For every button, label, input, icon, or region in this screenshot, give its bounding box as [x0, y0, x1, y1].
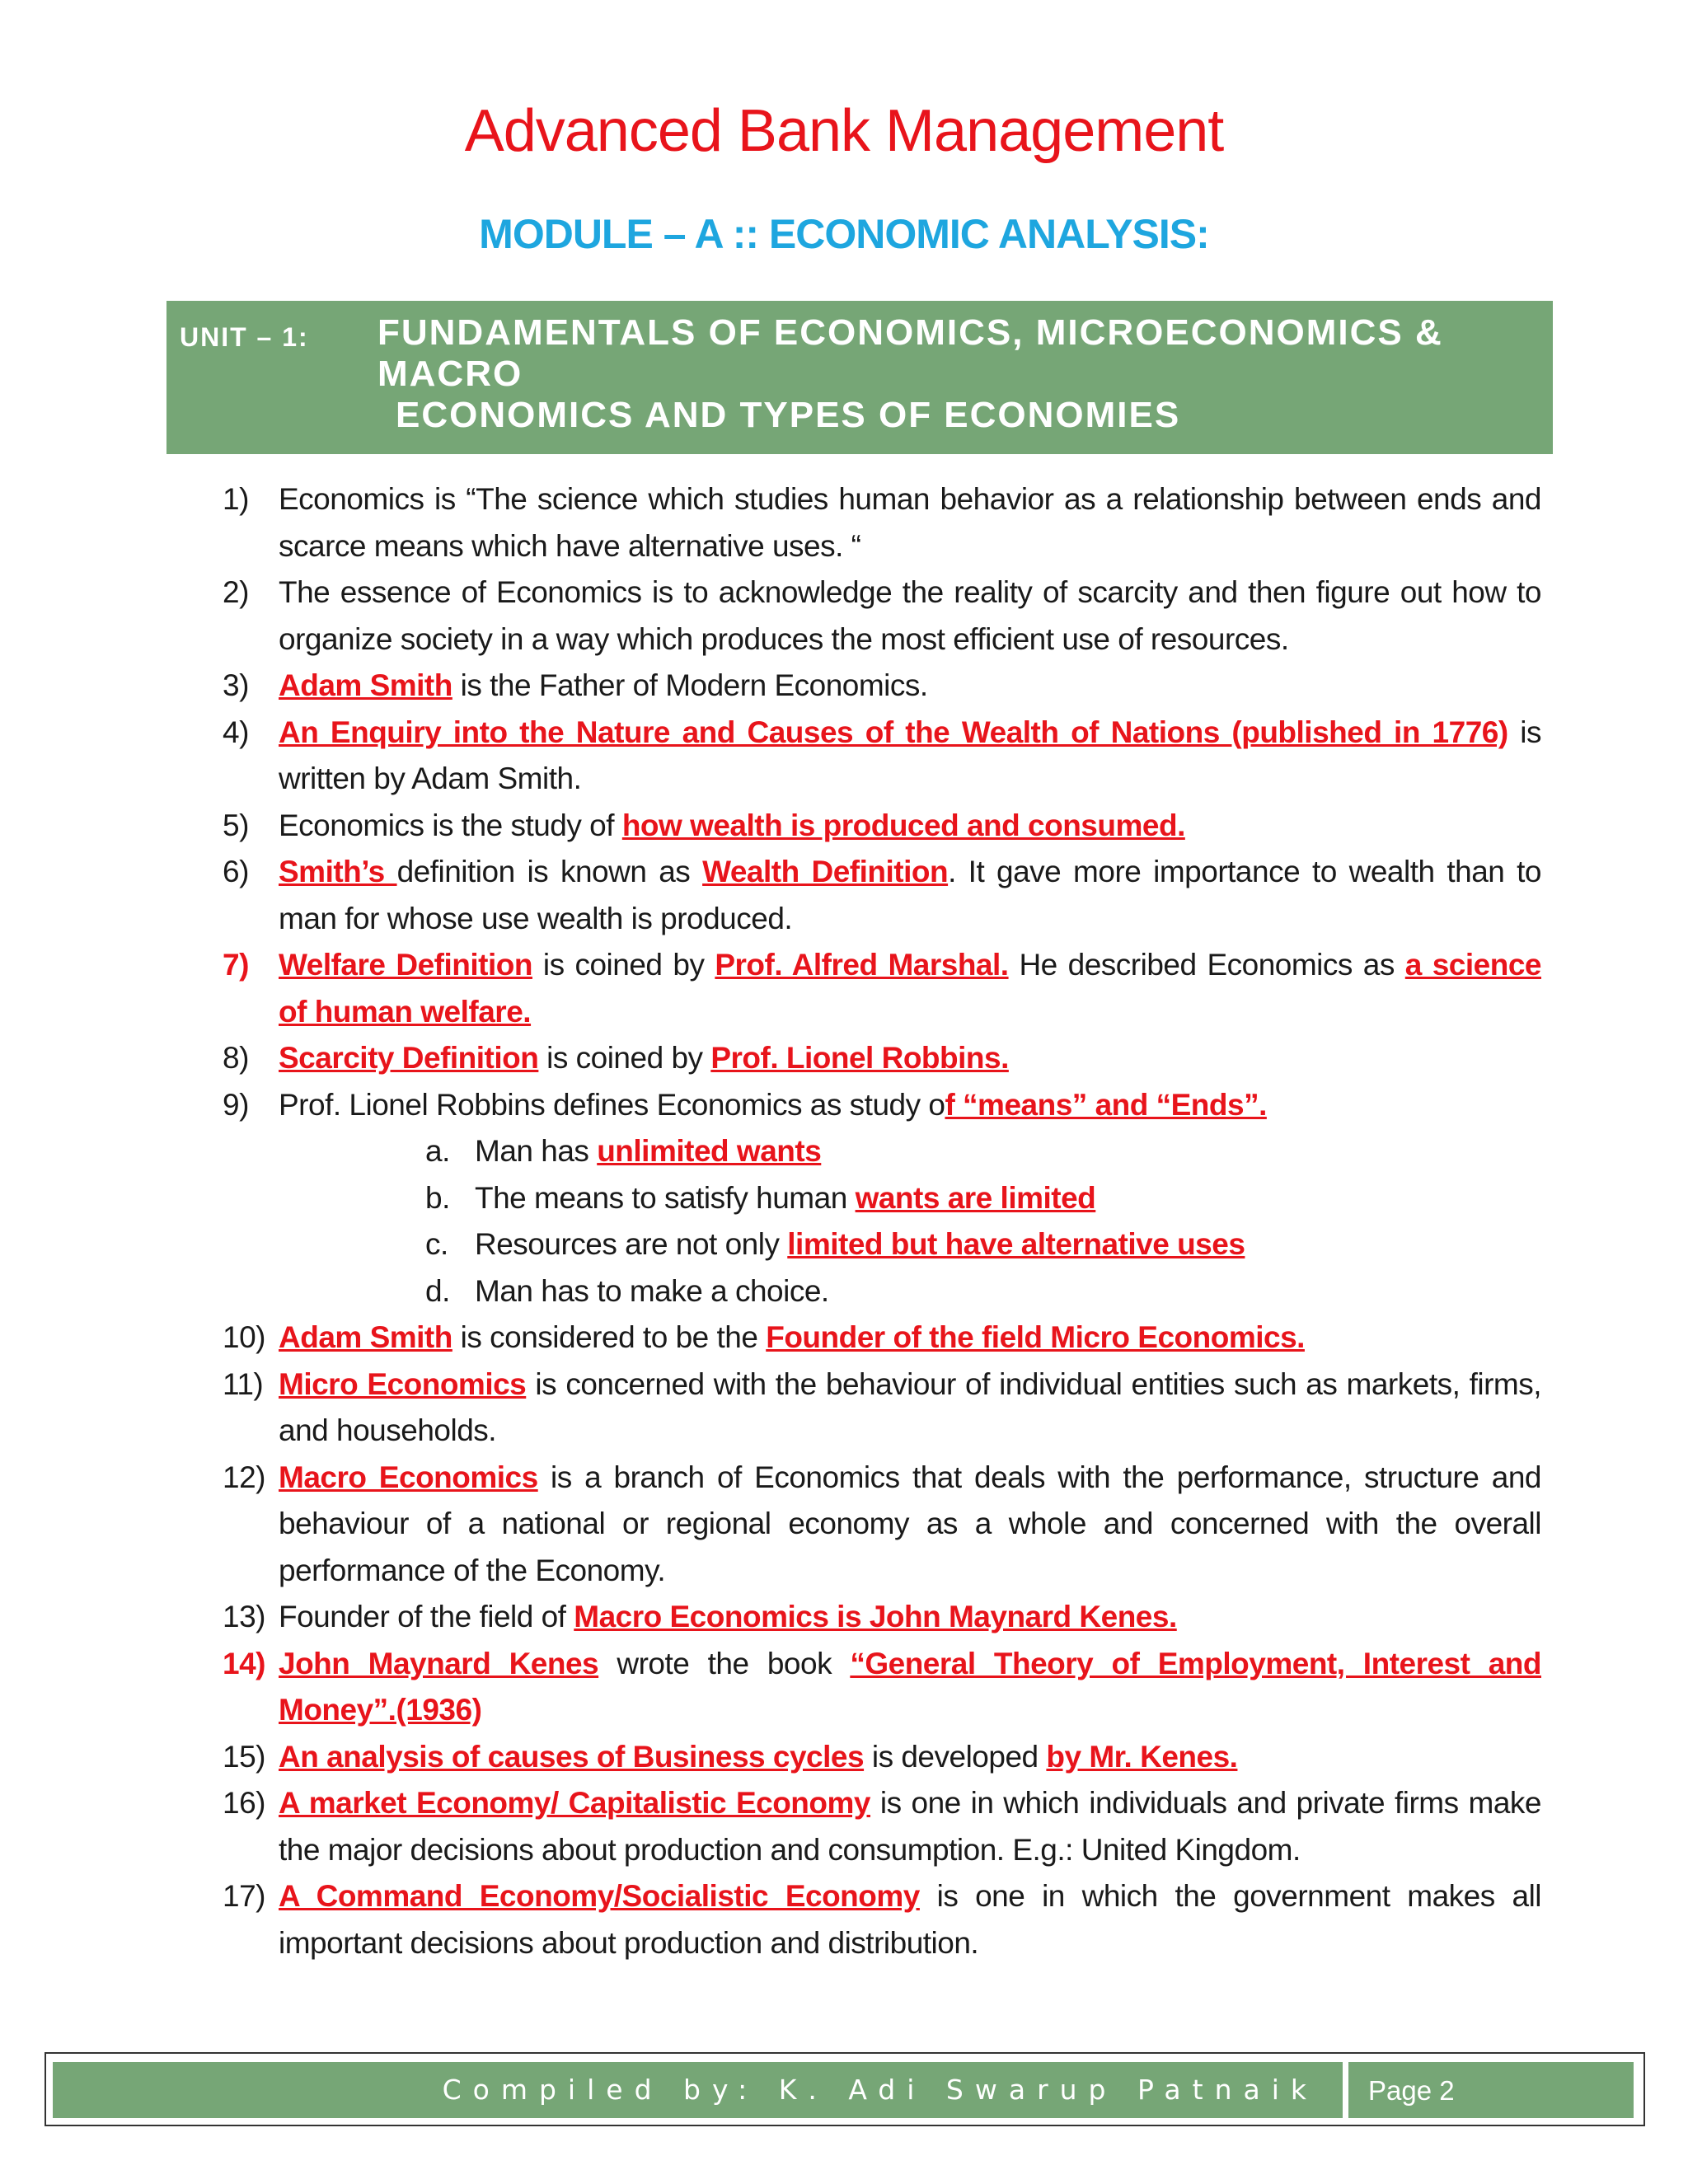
- sub-item-text: [475, 1221, 1541, 1268]
- page-number-band: [1348, 2062, 1634, 2118]
- item-text: [279, 942, 1541, 1035]
- item-number: 13): [223, 1600, 265, 1633]
- unit-title-line-1: FUNDAMENTALS OF ECONOMICS, MICROECONOMICS & MACRO: [377, 312, 1443, 394]
- text-run: Economics is the study of: [279, 808, 622, 842]
- highlighted-term: Smith’s: [279, 855, 397, 888]
- list-item: [223, 1594, 1541, 1641]
- list-item: [223, 1361, 1541, 1455]
- list-item: [223, 1035, 1541, 1082]
- text-run: is written by Adam Smith.: [279, 715, 1541, 795]
- list-item: [223, 1873, 1541, 1966]
- page-number: Page 2: [1368, 2075, 1455, 2106]
- item-number: 5): [223, 808, 249, 842]
- unit-label: UNIT – 1:: [180, 322, 309, 352]
- text-run: The essence of Economics is to acknowledge the reality of scarcity and then figure out how to organize society in a way which produces the most efficient use of resources.: [279, 575, 1541, 656]
- list-item: [223, 1641, 1541, 1734]
- sub-list-item: [223, 1268, 1541, 1315]
- item-number: 8): [223, 1041, 249, 1075]
- footer: [45, 2052, 1645, 2126]
- sub-list-item: [223, 1128, 1541, 1175]
- item-text: [279, 1315, 1541, 1361]
- text-run: Man has to make a choice.: [475, 1273, 829, 1308]
- unit-title-line-2: ECONOMICS AND TYPES OF ECONOMIES: [396, 395, 1181, 435]
- highlighted-term: An Enquiry into the Nature and Causes of the Wealth of Nations (published in 1776): [279, 715, 1508, 749]
- highlighted-term: Scarcity Definition: [279, 1041, 539, 1075]
- list-item: [223, 710, 1541, 803]
- text-run: is developed: [864, 1739, 1047, 1774]
- text-run: Prof. Lionel Robbins defines Economics as study o: [279, 1087, 945, 1122]
- text-run: is coined by: [538, 1041, 711, 1075]
- item-text: [279, 1873, 1541, 1966]
- item-number: 1): [223, 482, 249, 516]
- list-item: [223, 476, 1541, 569]
- item-number: 14): [223, 1646, 265, 1680]
- sub-list-item: [223, 1175, 1541, 1222]
- text-run: . It gave more importance to wealth than to man for whose use wealth is produced.: [279, 855, 1542, 935]
- highlighted-term: A market Economy/ Capitalistic Economy: [279, 1786, 870, 1820]
- highlighted-term: limited but have alternative uses: [787, 1227, 1245, 1261]
- text-run: wrote the book: [598, 1646, 851, 1680]
- list-item: [223, 1082, 1541, 1129]
- compiled-by-text: Compiled by: K. Adi Swarup Patnaik: [442, 2074, 1318, 2106]
- sub-list-item: [223, 1221, 1541, 1268]
- highlighted-term: Micro Economics: [279, 1366, 527, 1401]
- highlighted-term: how wealth is produced and consumed.: [621, 808, 1185, 842]
- list-item: [223, 569, 1541, 663]
- notes-list: [223, 476, 1541, 1966]
- highlighted-term: Macro Economics: [279, 1460, 538, 1494]
- list-item: [223, 803, 1541, 850]
- item-number: 2): [223, 575, 249, 609]
- highlighted-term: Adam Smith: [279, 668, 452, 702]
- list-item: [223, 663, 1541, 710]
- item-text: [279, 1082, 1541, 1129]
- highlighted-term: Prof. Lionel Robbins.: [710, 1041, 1009, 1075]
- text-run: Resources are not only: [475, 1227, 788, 1261]
- highlighted-term: Macro Economics is John Maynard Kenes.: [574, 1600, 1177, 1633]
- sub-item-text: [475, 1268, 1541, 1315]
- document-title: Advanced Bank Management: [464, 98, 1224, 164]
- highlighted-term: “General Theory of Employment, Interest and Money”.(1936): [279, 1646, 1541, 1727]
- text-run: The means to satisfy human: [475, 1180, 856, 1215]
- item-text: [279, 1455, 1541, 1595]
- highlighted-term: A Command Economy/Socialistic Economy: [279, 1879, 920, 1913]
- highlighted-term: Founder of the field Micro Economics.: [766, 1320, 1305, 1354]
- text-run: is one in which individuals and private firms make the major decisions about production and consumption. E.g.: United Kingdom.: [279, 1786, 1541, 1867]
- text-run: is a branch of Economics that deals with the performance, structure and behaviour of a national or regional economy as a whole and concerned with the overall performance of the Economy.: [279, 1460, 1541, 1587]
- item-text: [279, 1780, 1541, 1873]
- highlighted-term: John Maynard Kenes: [279, 1646, 599, 1680]
- item-number: 11): [223, 1366, 264, 1401]
- highlighted-term: wants are limited: [855, 1180, 1096, 1215]
- list-item: [223, 942, 1541, 1035]
- list-item: [223, 1315, 1541, 1361]
- sub-item-letter: d.: [425, 1273, 450, 1308]
- item-number: 12): [223, 1460, 265, 1494]
- text-run: definition is known as: [396, 855, 703, 888]
- item-text: [279, 849, 1541, 942]
- sub-item-text: [475, 1128, 1541, 1175]
- item-number: 3): [223, 668, 249, 702]
- sub-item-letter: c.: [425, 1227, 448, 1261]
- item-text: [279, 1035, 1541, 1082]
- item-text: [279, 663, 1541, 710]
- list-item: [223, 1455, 1541, 1595]
- item-number: 6): [223, 855, 249, 888]
- highlighted-term: by Mr. Kenes.: [1046, 1739, 1238, 1774]
- highlighted-term: Prof. Alfred Marshal.: [715, 948, 1009, 982]
- text-run: Founder of the field of: [279, 1600, 574, 1633]
- highlighted-term: Welfare Definition: [279, 948, 532, 982]
- sub-item-letter: b.: [425, 1180, 450, 1215]
- text-run: Economics is “The science which studies human behavior as a relationship between ends and scarce means which have alternative uses. “: [279, 482, 1541, 563]
- item-text: [279, 569, 1541, 663]
- highlighted-term: Adam Smith: [279, 1320, 452, 1354]
- text-run: is concerned with the behaviour of individual entities such as markets, firms, and households.: [279, 1366, 1541, 1447]
- item-text: [279, 1594, 1541, 1641]
- item-text: [279, 1361, 1541, 1455]
- item-text: [279, 1641, 1541, 1734]
- text-run: is considered to be the: [452, 1320, 767, 1354]
- module-heading: MODULE – A :: ECONOMIC ANALYSIS:: [479, 211, 1209, 257]
- item-number: 15): [223, 1739, 265, 1774]
- item-number: 4): [223, 715, 249, 749]
- sub-item-letter: a.: [425, 1134, 450, 1168]
- item-number: 16): [223, 1786, 265, 1820]
- footer-credit-band: [53, 2062, 1343, 2118]
- item-number: 7): [223, 948, 249, 982]
- item-text: [279, 710, 1541, 803]
- text-run: Man has: [475, 1134, 598, 1168]
- list-item: [223, 1780, 1541, 1873]
- item-text: [279, 803, 1541, 850]
- highlighted-term: f “means” and “Ends”.: [945, 1087, 1267, 1122]
- list-item: [223, 1734, 1541, 1781]
- list-item: [223, 849, 1541, 942]
- item-number: 17): [223, 1879, 265, 1913]
- text-run: is the Father of Modern Economics.: [452, 668, 928, 702]
- highlighted-term: unlimited wants: [597, 1134, 822, 1168]
- unit-banner: [166, 301, 1553, 454]
- item-text: [279, 1734, 1541, 1781]
- text-run: is coined by: [532, 948, 715, 982]
- sub-item-text: [475, 1175, 1541, 1222]
- highlighted-term: An analysis of causes of Business cycles: [279, 1739, 865, 1774]
- highlighted-term: a science of human welfare.: [279, 948, 1541, 1029]
- highlighted-term: Wealth Definition: [702, 855, 949, 888]
- text-run: He described Economics as: [1008, 948, 1405, 982]
- text-run: is one in which the government makes all important decisions about production and distribution.: [279, 1879, 1542, 1960]
- item-text: [279, 476, 1541, 569]
- item-number: 10): [223, 1320, 265, 1354]
- item-number: 9): [223, 1087, 249, 1122]
